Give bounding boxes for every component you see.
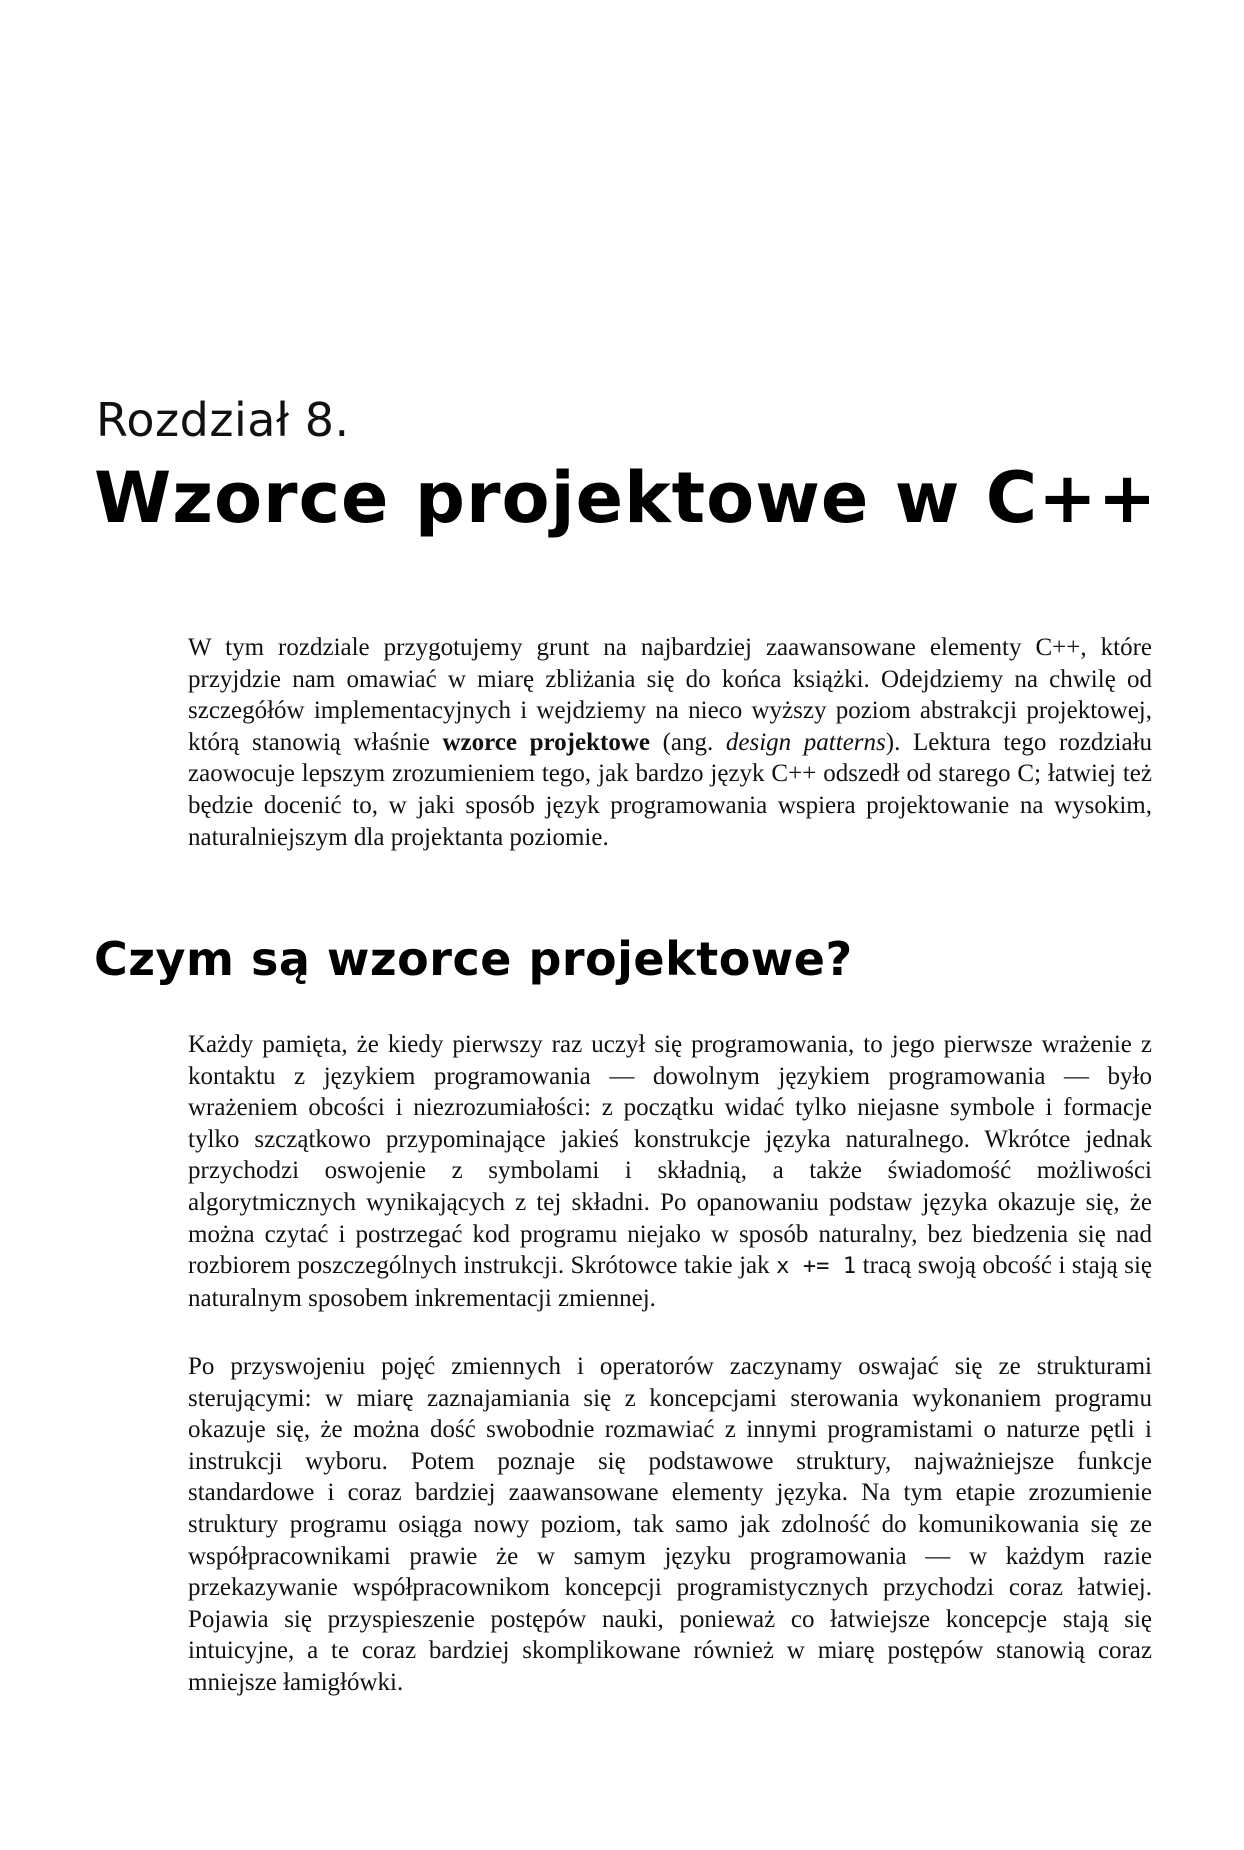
- body-paragraph-1: [188, 1029, 1152, 1314]
- intro-text-start: W tym rozdziale przygotujemy grunt na najbardziej zaawansowane elementy C++, które przyjdzie nam omawiać w miarę zbliżania się do końca książki. Odejdziemy na chwilę od szczegółów implementacyjnych i wejdziemy na nieco wyższy poziom abstrakcji projektowej, którą stanowią właśnie: [188, 634, 1152, 756]
- paragraph1-text-end: tracą swoją obcość i stają się naturalnym sposobem inkrementacji zmiennej.: [188, 1252, 1152, 1312]
- inline-code: x += 1: [776, 1254, 857, 1280]
- intro-bold-term: wzorce projektowe: [442, 728, 650, 756]
- chapter-title: Wzorce projektowe w C++: [94, 457, 1158, 539]
- paragraph1-text-start: Każdy pamięta, że kiedy pierwszy raz uczył się programowania, to jego pierwsze wrażenie z kontaktu z językiem programowania — dowolnym językiem programowania — było wrażeniem obcości i niezrozumiałości: z początku widać tylko niejasne symbole i formacje tylko szczątkowo przypominające jakieś konstrukcje języka naturalnego. Wkrótce jednak przychodzi oswojenie z symbolami i składnią, a także świadomość możliwości algorytmicznych wynikających z tej składni. Po opanowaniu podstaw języka okazuje się, że można czytać i postrzegać kod programu niejako w sposób naturalny, bez biedzenia się nad rozbiorem poszczególnych instrukcji. Skrótowce takie jak: [188, 1031, 1152, 1280]
- body-paragraph-2: Po przyswojeniu pojęć zmiennych i operatorów zaczynamy oswajać się ze strukturami sterującymi: w miarę zaznajamiania się z koncepcjami sterowania wykonaniem programu okazuje się, że można dość swobodnie rozmawiać z innymi programistami o naturze pętli i instrukcji wyboru. Potem poznaje się podstawowe struktury, najważniejsze funkcje standardowe i coraz bardziej zaawansowane elementy języka. Na tym etapie zrozumienie struktury programu osiąga nowy poziom, tak samo jak zdolność do komunikowania się ze współpracownikami prawie że w samym języku programowania — w każdym razie przekazywanie współpracownikom koncepcji programistycznych przychodzi coraz łatwiej. Pojawia się przyspieszenie postępów nauki, ponieważ co łatwiejsze koncepcje stają się intuicyjne, a te coraz bardziej skomplikowane również w miarę postępów stanowią coraz mniejsze łamigłówki.: [188, 1353, 1152, 1696]
- chapter-label: Rozdział 8.: [96, 393, 350, 447]
- intro-italic-term: design patterns: [725, 728, 886, 756]
- intro-text-end: ). Lektura tego rozdziału zaowocuje lepszym zrozumieniem tego, jak bardzo język C++ odszedł od starego C; łatwiej też będzie docenić to, w jaki sposób język programowania wspiera projektowanie na wysokim, naturalniejszym dla projektanta poziomie.: [188, 728, 1153, 851]
- intro-paragraph: [188, 632, 1152, 853]
- intro-text-middle: (ang.: [649, 728, 726, 756]
- section-title: Czym są wzorce projektowe?: [94, 932, 853, 986]
